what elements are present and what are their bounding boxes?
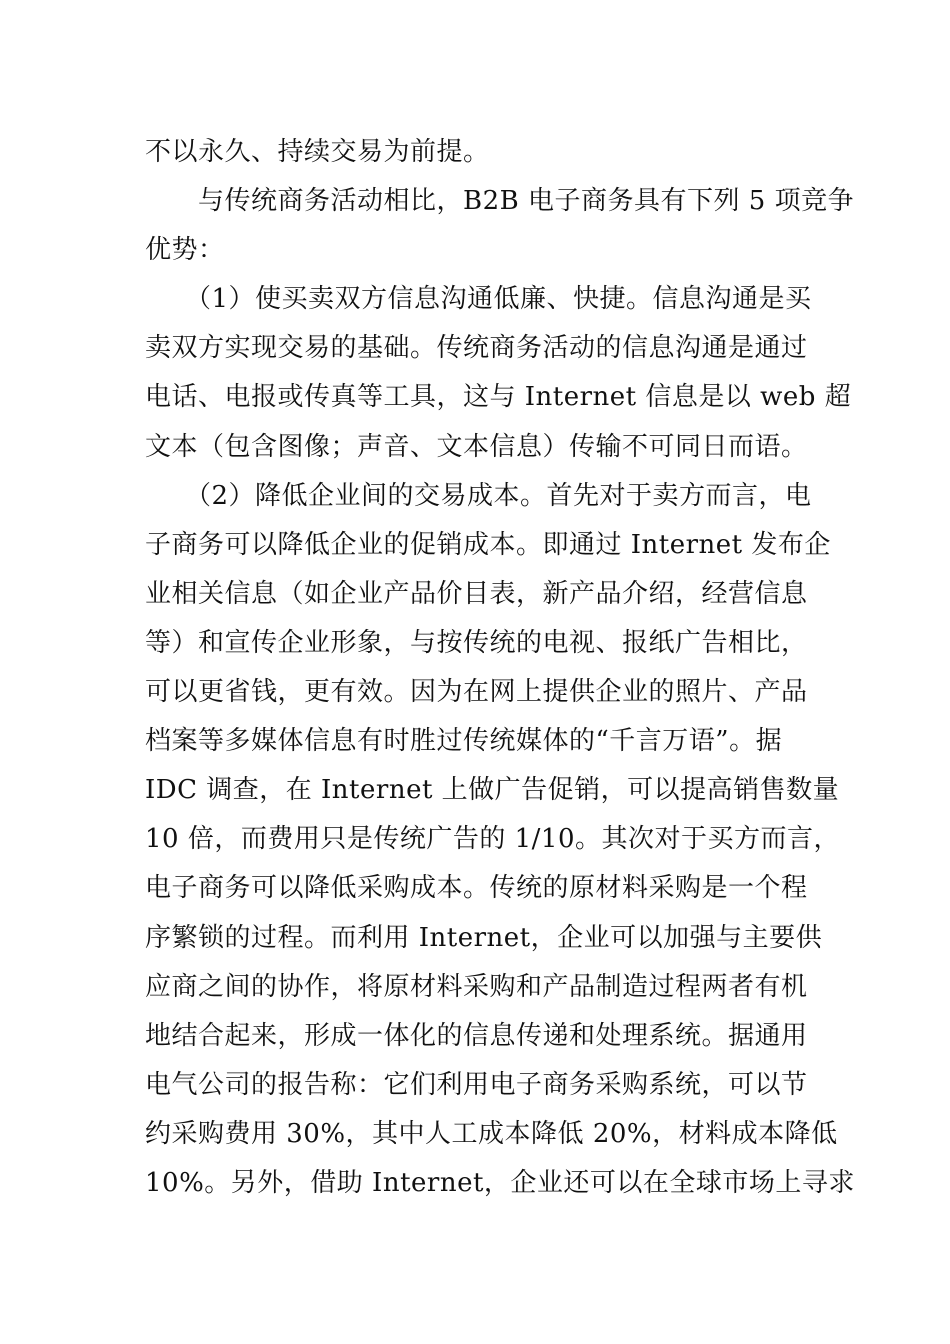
text-line: 与传统商务活动相比，B2B 电子商务具有下列 5 项竞争 xyxy=(145,186,855,217)
text-line: 电子商务可以降低采购成本。传统的原材料采购是一个程 xyxy=(145,873,808,904)
document-body xyxy=(145,128,855,1208)
text-line: 10 倍，而费用只是传统广告的 1/10。其次对于买方而言， xyxy=(145,824,840,855)
text-line: 业相关信息（如企业产品价目表，新产品介绍，经营信息 xyxy=(145,578,808,609)
text-line: 可以更省钱，更有效。因为在网上提供企业的照片、产品 xyxy=(145,677,808,708)
text-line: 等）和宣传企业形象，与按传统的电视、报纸广告相比， xyxy=(145,627,808,658)
text-line: 10%。另外，借助 Internet，企业还可以在全球市场上寻求 xyxy=(145,1167,855,1198)
text-line: 档案等多媒体信息有时胜过传统媒体的“千言万语”。据 xyxy=(145,726,783,757)
text-line: 序繁锁的过程。而利用 Internet，企业可以加强与主要供 xyxy=(145,922,823,953)
text-line: 地结合起来，形成一体化的信息传递和处理系统。据通用 xyxy=(145,1020,808,1051)
text-line: 电话、电报或传真等工具，这与 Internet 信息是以 web 超 xyxy=(145,382,852,413)
text-line: 子商务可以降低企业的促销成本。即通过 Internet 发布企 xyxy=(145,529,831,560)
text-line: 约采购费用 30%，其中人工成本降低 20%，材料成本降低 xyxy=(145,1118,838,1149)
text-line: IDC 调查，在 Internet 上做广告促销，可以提高销售数量 xyxy=(145,775,840,806)
text-line: 卖双方实现交易的基础。传统商务活动的信息沟通是通过 xyxy=(145,333,808,364)
text-line: 优势： xyxy=(145,235,225,266)
text-line: （1）使买卖双方信息沟通低廉、快捷。信息沟通是买 xyxy=(145,284,812,315)
text-line: 应商之间的协作，将原材料采购和产品制造过程两者有机 xyxy=(145,971,808,1002)
text-line: （2）降低企业间的交易成本。首先对于卖方而言，电 xyxy=(145,480,812,511)
text-line: 文本（包含图像；声音、文本信息）传输不可同日而语。 xyxy=(145,431,808,462)
text-line: 电气公司的报告称：它们利用电子商务采购系统，可以节 xyxy=(145,1069,808,1100)
text-line: 不以永久、持续交易为前提。 xyxy=(145,137,490,167)
